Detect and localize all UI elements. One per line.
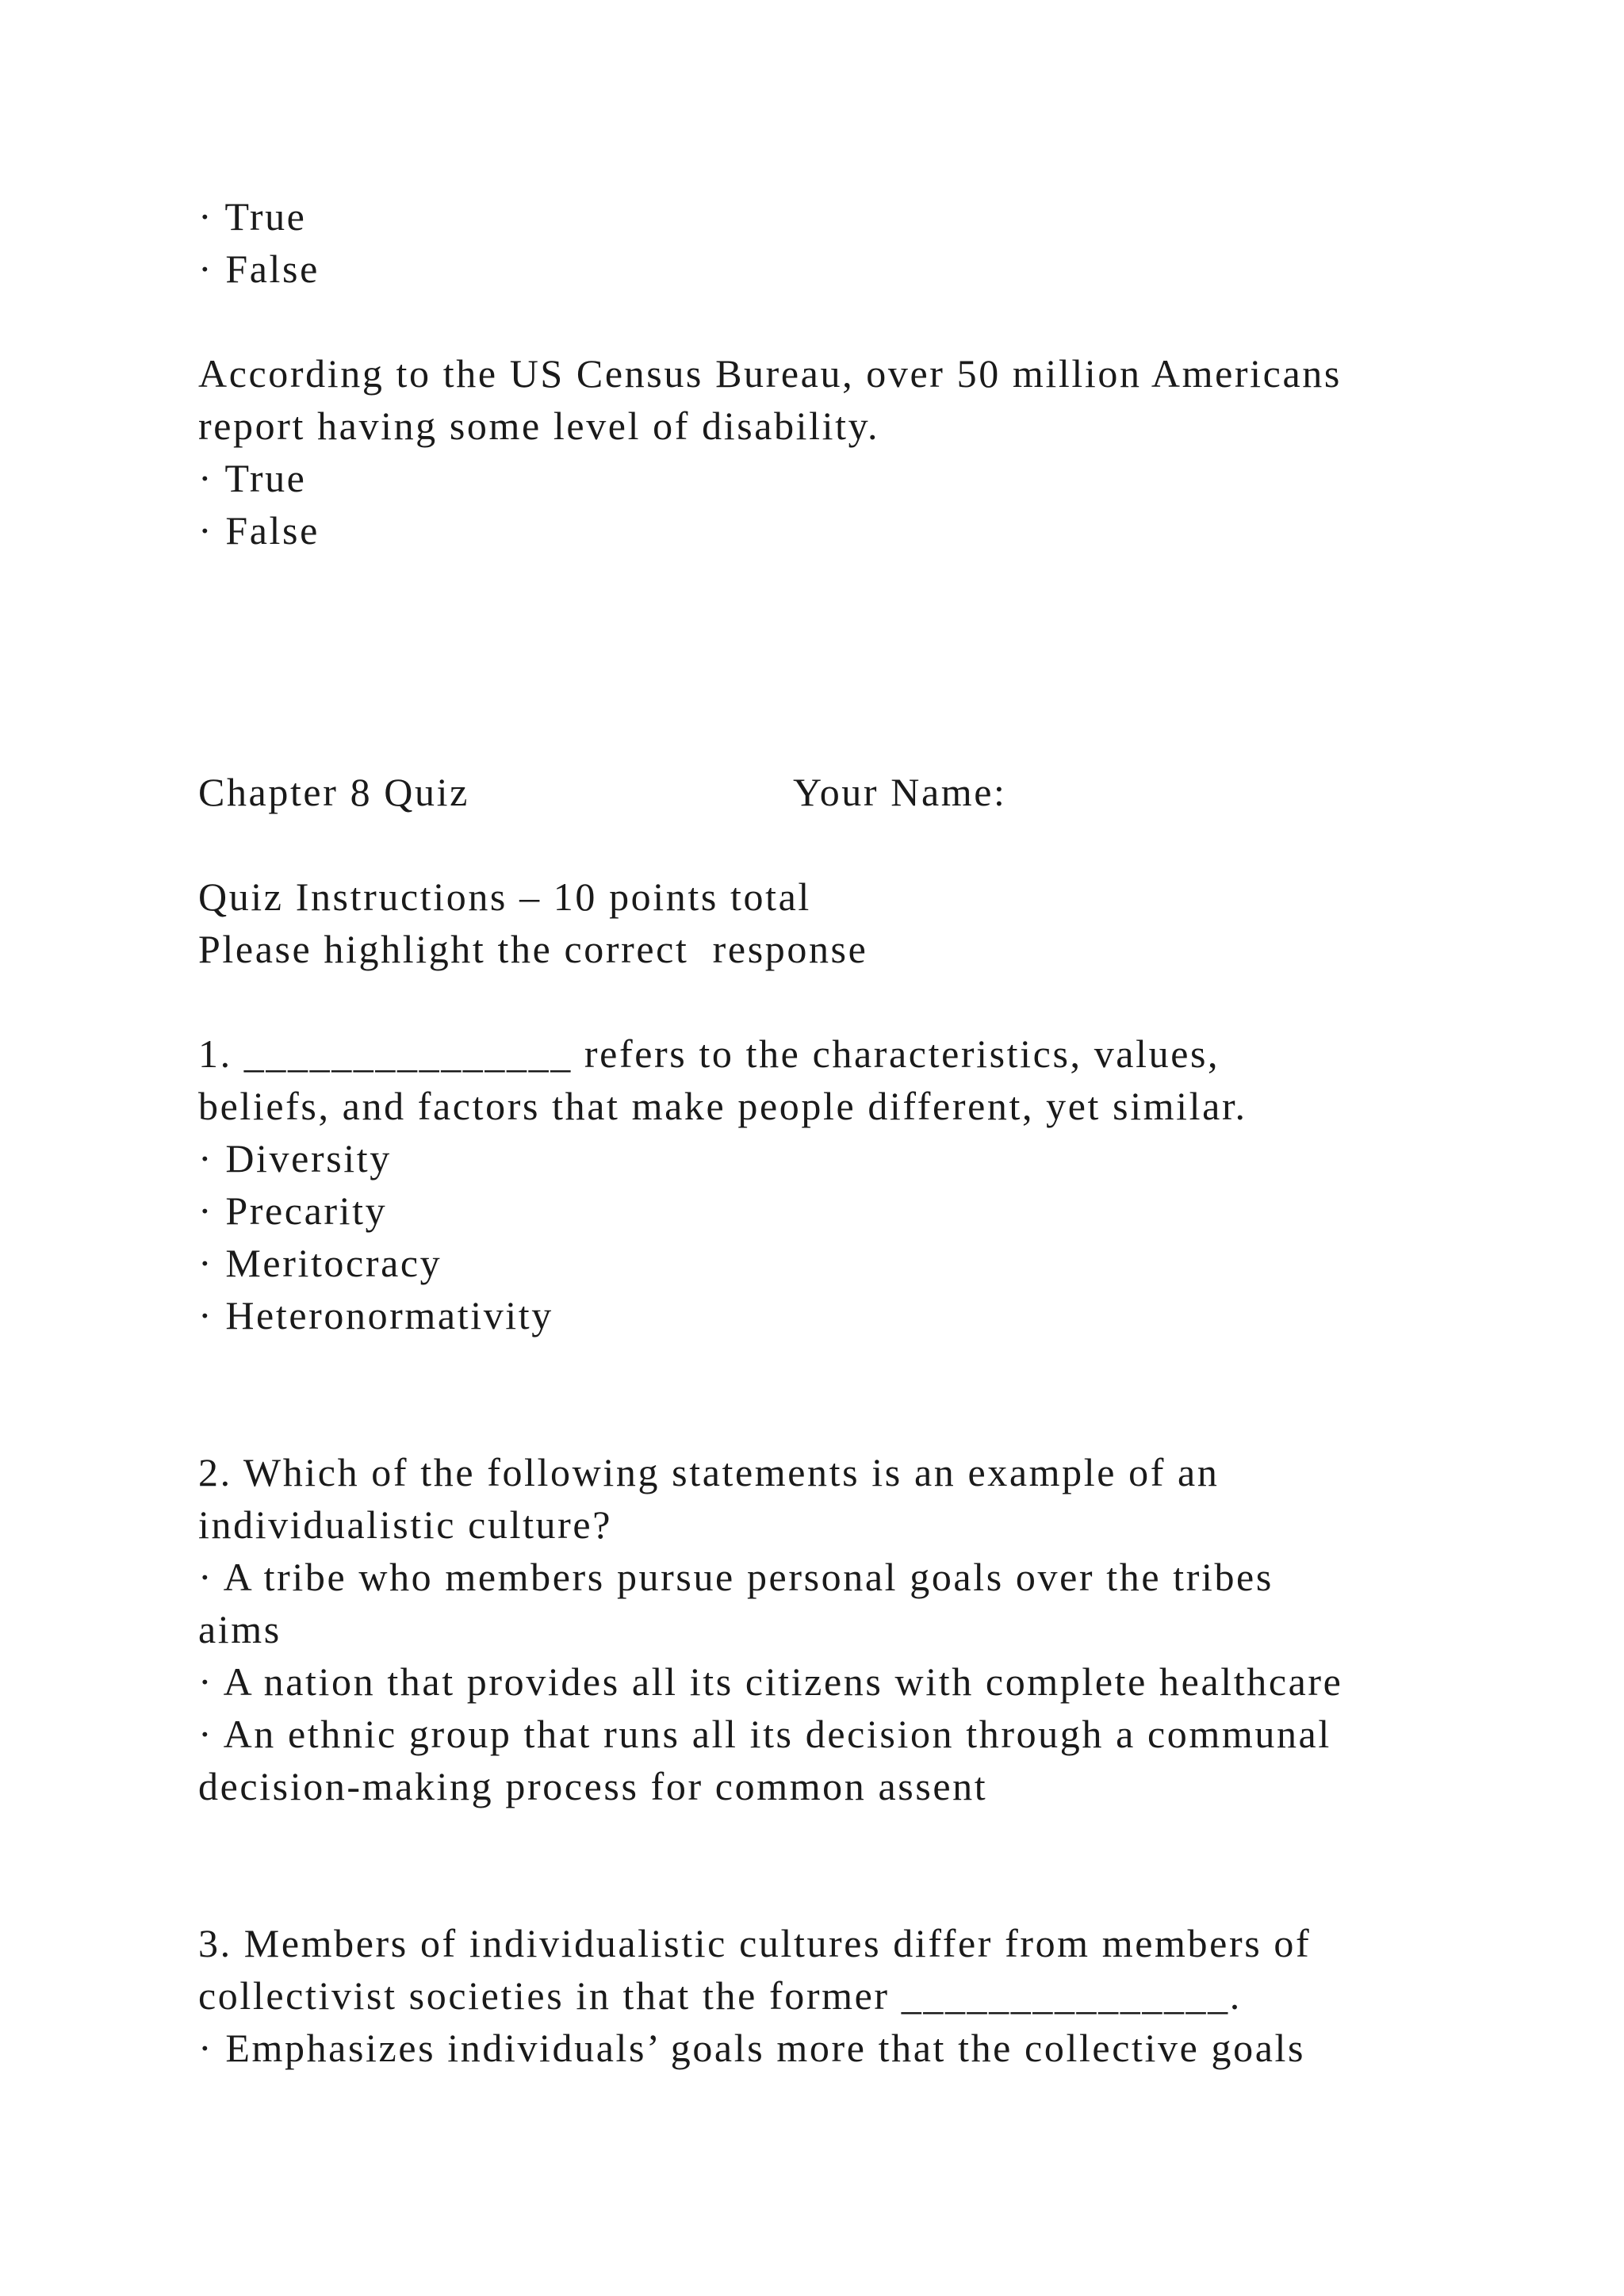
q1-option-meritocracy: · Meritocracy	[198, 1241, 442, 1285]
question-2-text: individualistic culture?	[198, 1502, 612, 1547]
question-3-text: collectivist societies in that the former _______________.	[198, 1973, 1242, 2018]
option-true: · True	[198, 456, 307, 500]
document-page	[198, 190, 1435, 2074]
q1-option-precarity: · Precarity	[198, 1188, 388, 1233]
question-text: According to the US Census Bureau, over 50 million Americans	[198, 351, 1342, 396]
question-3-text: 3. Members of individualistic cultures differ from members of	[198, 1921, 1312, 1965]
question-1-text: beliefs, and factors that make people different, yet similar.	[198, 1084, 1247, 1128]
q2-option-3: · An ethnic group that runs all its decision through a communal	[198, 1712, 1331, 1756]
q3-option-1: · Emphasizes individuals’ goals more that the collective goals	[198, 2026, 1306, 2070]
q1-option-heteronormativity: · Heteronormativity	[198, 1293, 553, 1337]
option-true: · True	[198, 194, 307, 239]
q2-option-1: · A tribe who members pursue personal goals over the tribes	[198, 1555, 1274, 1599]
question-2-text: 2. Which of the following statements is an example of an	[198, 1450, 1220, 1494]
q2-option-2: · A nation that provides all its citizens with complete healthcare	[198, 1659, 1343, 1704]
q2-option-3: decision-making process for common assent	[198, 1764, 988, 1808]
q2-option-1: aims	[198, 1607, 282, 1651]
instructions-line: Please highlight the correct response	[198, 927, 868, 971]
question-text: report having some level of disability.	[198, 404, 880, 448]
q1-option-diversity: · Diversity	[198, 1136, 392, 1181]
question-1-text: 1. _______________ refers to the characteristics, values,	[198, 1031, 1220, 1076]
quiz-title: Chapter 8 Quiz	[198, 770, 469, 814]
quiz-header	[198, 766, 1435, 818]
option-false: · False	[198, 247, 320, 291]
instructions-line: Quiz Instructions – 10 points total	[198, 874, 811, 919]
option-false: · False	[198, 508, 320, 553]
your-name-label: Your Name:	[793, 770, 1007, 814]
